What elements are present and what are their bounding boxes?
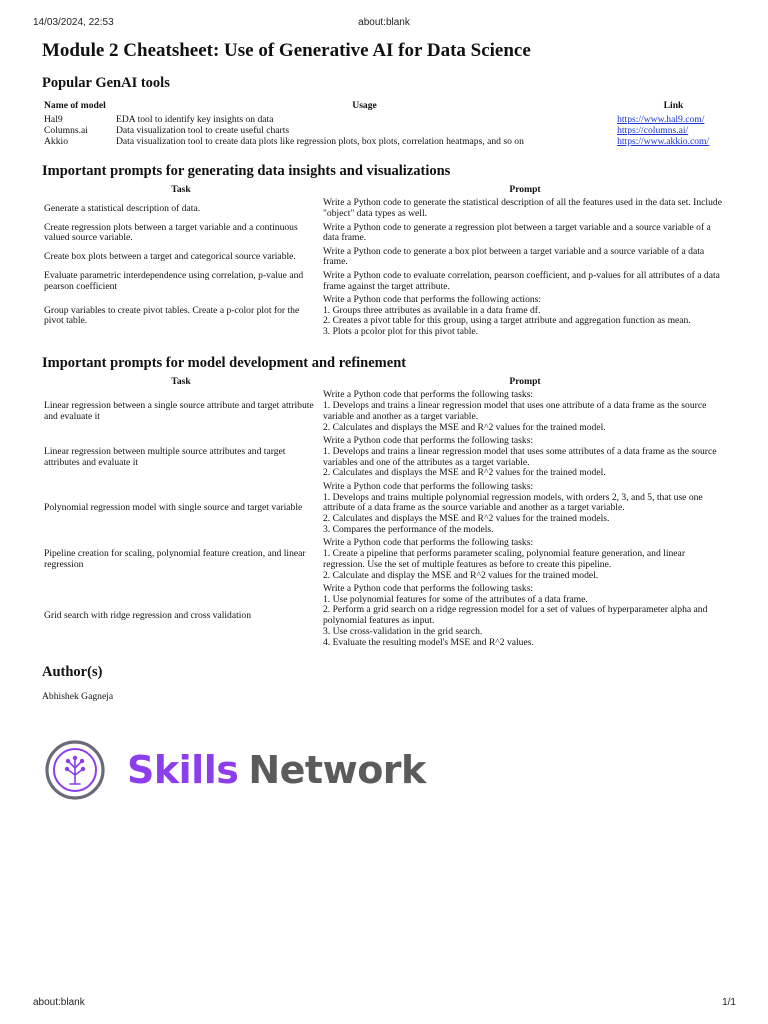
table-row	[42, 271, 730, 295]
prompt-cell	[320, 295, 730, 341]
tool-name: Columns.ai	[44, 125, 88, 137]
task-cell: Linear regression between multiple source attributes and target attributes and evaluate it	[44, 445, 286, 468]
prompt-cell	[320, 198, 730, 222]
insights-header-row	[42, 185, 730, 199]
prompt-line: Write a Python code that performs the following tasks:	[323, 537, 534, 549]
page-title: Module 2 Cheatsheet: Use of Generative AI for Data Science	[42, 40, 531, 61]
table-row	[42, 436, 730, 482]
task-cell: Grid search with ridge regression and cross validation	[44, 609, 252, 621]
print-datetime: 14/03/2024, 22:53	[33, 17, 114, 28]
tools-header-name: Name of model	[44, 100, 106, 111]
prompt-line: 1. Develops and trains a linear regression model that uses one attribute of a data frame as the source variable and another as a target variable.	[323, 400, 707, 422]
skills-network-logo	[44, 738, 464, 802]
table-row	[42, 295, 730, 341]
prompt-line: Write a Python code to evaluate correlation, pearson coefficient, and p-values for all attributes of a data frame against the target attribute.	[323, 269, 720, 292]
prompt-cell	[320, 538, 730, 584]
authors-heading: Author(s)	[42, 664, 103, 681]
table-row	[42, 198, 730, 222]
prompt-line: 2. Calculates and displays the MSE and R^2 values for the trained models.	[323, 513, 610, 525]
prompt-cell	[320, 390, 730, 436]
table-row	[42, 137, 732, 148]
table-row	[42, 482, 730, 538]
author-name: Abhishek Gagneja	[42, 691, 114, 703]
prompt-line: 1. Groups three attributes as available in a data frame df.	[323, 304, 541, 316]
prompt-line: 3. Plots a pcolor plot for this pivot table.	[323, 326, 479, 338]
print-url: about:blank	[33, 997, 85, 1008]
task-cell: Linear regression between a single source attribute and target attribute and evaluate it	[44, 400, 314, 422]
tool-name: Hal9	[44, 113, 63, 125]
prompt-line: Write a Python code to generate a box plot between a target variable and a source variable of a data frame.	[323, 245, 705, 268]
task-cell: Polynomial regression model with single source and target variable	[44, 502, 303, 514]
prompt-line: Write a Python code that performs the following tasks:	[323, 480, 534, 492]
tools-table	[42, 101, 732, 149]
prompt-line: 2. Creates a pivot table for this group, using a target attribute and aggregation function as mean.	[323, 315, 691, 327]
table-row	[42, 538, 730, 584]
prompt-line: Write a Python code that performs the following actions:	[323, 293, 542, 305]
tool-usage: EDA tool to identify key insights on data	[116, 113, 274, 125]
table-row	[42, 390, 730, 436]
prompt-line: Write a Python code to generate the statistical description of all the features used in the data set. Include "object" data types as well.	[323, 197, 722, 220]
prompt-line: 3. Compares the performance of the models.	[323, 523, 494, 535]
prompt-line: Write a Python code to generate a regression plot between a target variable and a source variable of a data frame.	[323, 221, 711, 244]
prompt-line: Write a Python code that performs the following tasks:	[323, 582, 534, 594]
prompt-line: 3. Use cross-validation in the grid search.	[323, 626, 483, 638]
prompt-line: 4. Evaluate the resulting model's MSE and R^2 values.	[323, 636, 534, 648]
logo-wordmark	[127, 748, 426, 792]
task-cell: Generate a statistical description of data.	[44, 202, 201, 214]
model-body	[42, 390, 730, 651]
table-row	[42, 223, 730, 247]
prompt-line: 2. Calculates and displays the MSE and R^2 values for the trained model.	[323, 421, 606, 433]
prompt-line: 2. Perform a grid search on a ridge regression model for a set of values of hyperparameter alpha and polynomial features as input.	[323, 604, 708, 627]
table-row	[42, 584, 730, 651]
tool-name: Akkio	[44, 136, 68, 148]
prompt-cell	[320, 436, 730, 482]
prompt-line: 1. Develops and trains a linear regression model that uses some attributes of a data frame as the source variables and one of the attributes as a target variable.	[323, 445, 717, 468]
model-header-prompt: Prompt	[509, 375, 541, 387]
insights-body	[42, 198, 730, 340]
prompt-cell	[320, 482, 730, 538]
tool-link[interactable]: https://columns.ai/	[617, 125, 689, 137]
logo-word-skills: Skills	[127, 748, 239, 792]
task-cell: Create regression plots between a target variable and a continuous valued source variable.	[44, 221, 298, 244]
print-page-number: 1/1	[722, 997, 736, 1008]
task-cell: Create box plots between a target and categorical source variable.	[44, 251, 296, 263]
model-header-task: Task	[171, 375, 191, 387]
prompt-line: 1. Use polynomial features for some of the attributes of a data frame.	[323, 593, 588, 605]
tool-usage: Data visualization tool to create useful charts	[116, 125, 290, 137]
insights-table	[42, 185, 730, 341]
tools-header-usage: Usage	[352, 100, 377, 111]
insights-heading: Important prompts for generating data insights and visualizations	[42, 162, 451, 179]
model-heading: Important prompts for model development and refinement	[42, 354, 407, 371]
model-header-row	[42, 377, 730, 391]
task-cell: Group variables to create pivot tables. Create a p-color plot for the pivot table.	[44, 304, 300, 327]
prompt-cell	[320, 271, 730, 295]
tree-network-icon	[44, 739, 106, 801]
table-row	[42, 247, 730, 271]
print-page-title: about:blank	[358, 17, 410, 28]
prompt-cell	[320, 247, 730, 271]
tools-header-row	[42, 101, 732, 115]
prompt-cell	[320, 584, 730, 651]
insights-header-prompt: Prompt	[509, 183, 541, 195]
prompt-line: 2. Calculates and displays the MSE and R^2 values for the trained model.	[323, 467, 606, 479]
task-cell: Evaluate parametric interdependence using correlation, p-value and pearson coefficient	[44, 269, 304, 292]
model-table	[42, 377, 730, 652]
prompt-line: 1. Create a pipeline that performs parameter scaling, polynomial feature generation, and linear regression. Use the set of multiple features as before to create this pipeline.	[323, 548, 686, 570]
tool-link[interactable]: https://www.akkio.com/	[617, 136, 710, 148]
tool-link[interactable]: https://www.hal9.com/	[617, 113, 705, 125]
document-content	[42, 40, 732, 702]
prompt-line: 2. Calculate and display the MSE and R^2 values for the trained model.	[323, 569, 599, 581]
tools-heading: Popular GenAI tools	[42, 75, 170, 91]
tool-usage: Data visualization tool to create data plots like regression plots, box plots, correlation heatmaps, and so on	[116, 136, 524, 148]
prompt-line: Write a Python code that performs the following tasks:	[323, 435, 534, 447]
tools-header-link: Link	[663, 100, 684, 111]
insights-header-task: Task	[171, 183, 191, 195]
prompt-line: Write a Python code that performs the following tasks:	[323, 389, 534, 401]
task-cell: Pipeline creation for scaling, polynomial feature creation, and linear regression	[44, 548, 306, 570]
prompt-line: 1. Develops and trains multiple polynomial regression models, with orders 2, 3, and 5, that use one attribute of a data frame as the source variable and another as a target variable.	[323, 491, 703, 514]
logo-word-network: Network	[248, 748, 426, 792]
prompt-cell	[320, 223, 730, 247]
